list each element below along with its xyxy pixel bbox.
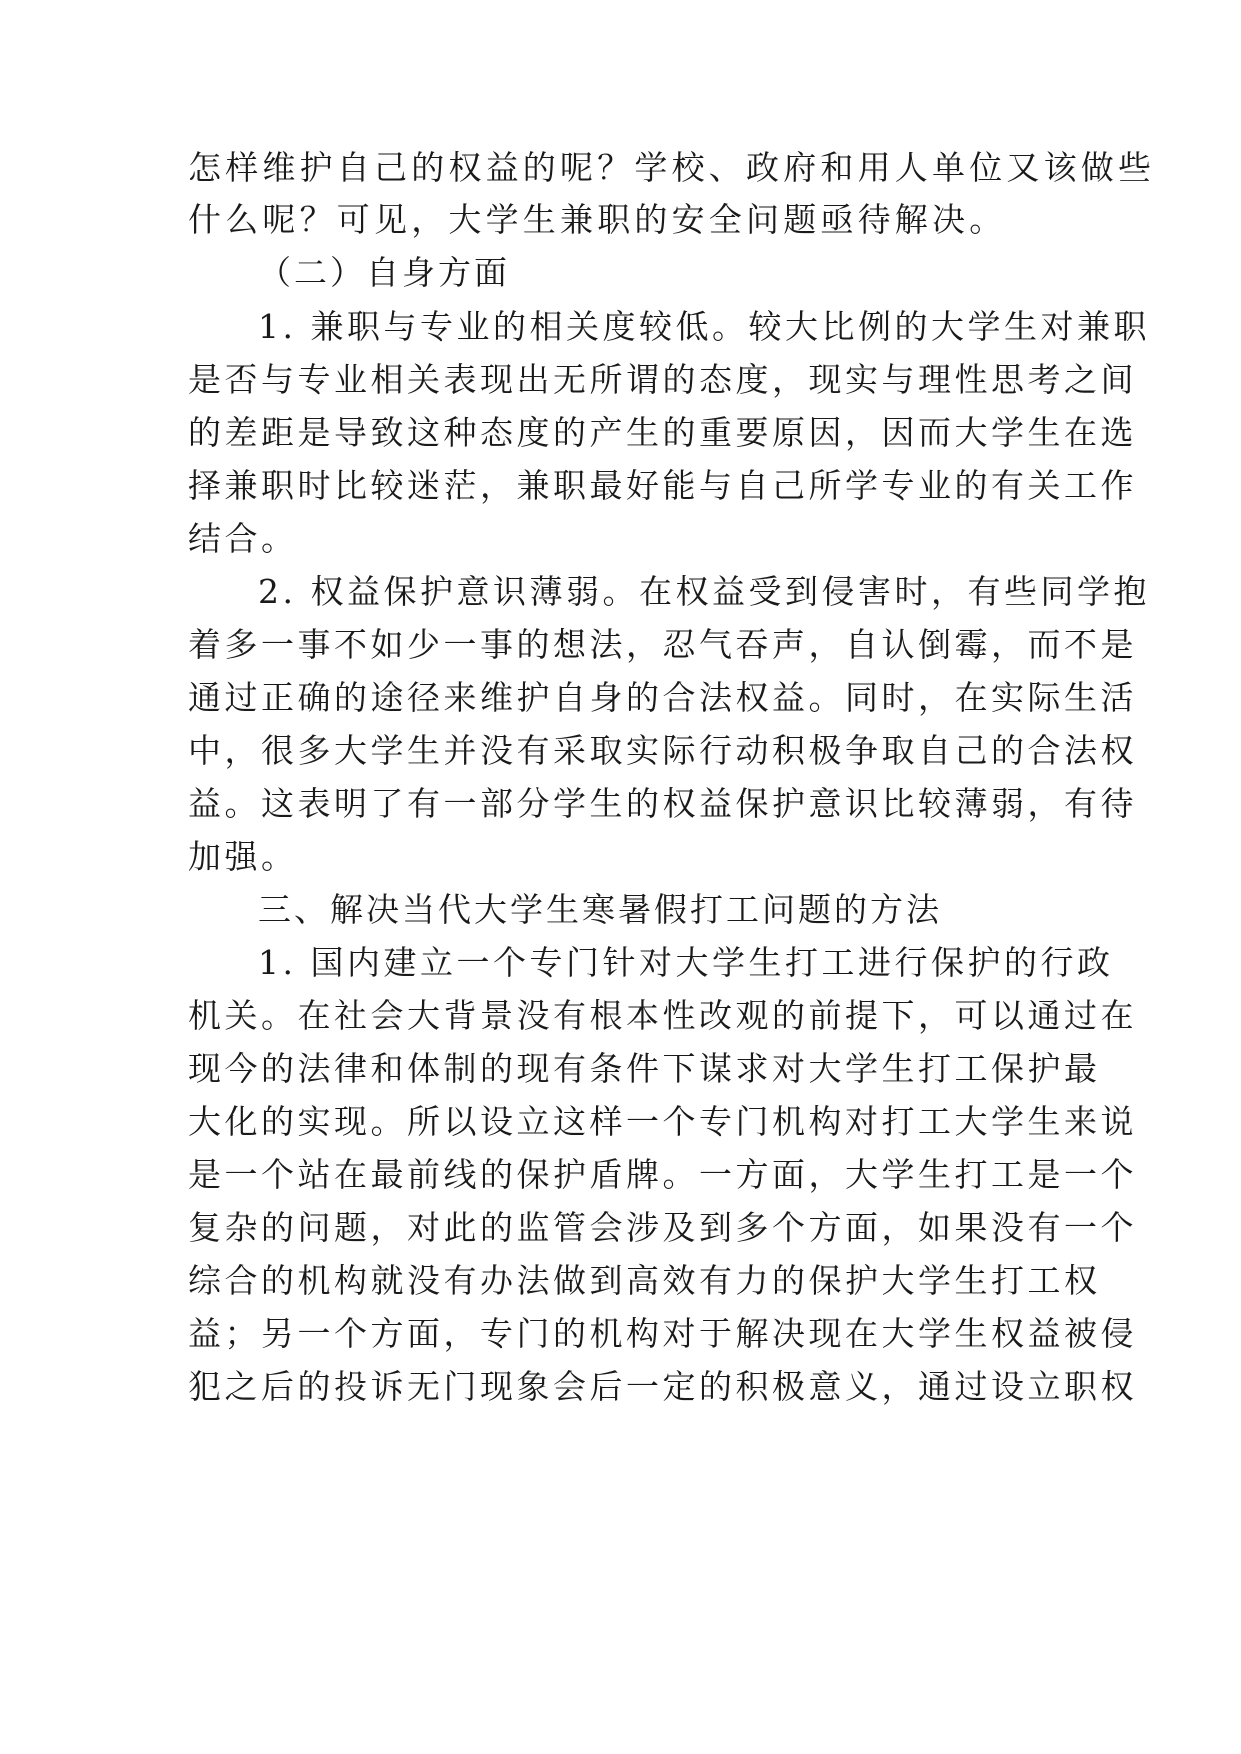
text-line: 的差距是导致这种态度的产生的重要原因，因而大学生在选	[188, 413, 1137, 452]
text-line: 着多一事不如少一事的想法，忍气吞声，自认倒霉，而不是	[188, 625, 1137, 664]
section-heading: 三、解决当代大学生寒暑假打工问题的方法	[258, 890, 942, 929]
text-line: 中，很多大学生并没有采取实际行动积极争取自己的合法权	[188, 731, 1137, 770]
text-line: 结合。	[188, 519, 298, 558]
text-line: 复杂的问题，对此的监管会涉及到多个方面，如果没有一个	[188, 1208, 1137, 1247]
text-line: 通过正确的途径来维护自身的合法权益。同时，在实际生活	[188, 678, 1137, 717]
section-heading: （二）自身方面	[258, 253, 510, 292]
text-line: 益。这表明了有一部分学生的权益保护意识比较薄弱，有待	[188, 784, 1137, 823]
text-line: 机关。在社会大背景没有根本性改观的前提下，可以通过在	[188, 996, 1137, 1035]
text-line: 综合的机构就没有办法做到高效有力的保护大学生打工权	[188, 1261, 1101, 1300]
text-line: 1. 国内建立一个专门针对大学生打工进行保护的行政	[258, 943, 1114, 982]
text-line: 什么呢？可见，大学生兼职的安全问题亟待解决。	[188, 200, 1007, 239]
text-line: 1. 兼职与专业的相关度较低。较大比例的大学生对兼职	[258, 307, 1150, 346]
text-line: 怎样维护自己的权益的呢？学校、政府和用人单位又该做些	[188, 148, 1156, 187]
text-line: 大化的实现。所以设立这样一个专门机构对打工大学生来说	[188, 1102, 1137, 1141]
text-line: 加强。	[188, 837, 298, 876]
text-line: 犯之后的投诉无门现象会后一定的积极意义，通过设立职权	[188, 1367, 1137, 1406]
text-line: 2. 权益保护意识薄弱。在权益受到侵害时，有些同学抱	[258, 572, 1150, 611]
text-line: 是否与专业相关表现出无所谓的态度，现实与理性思考之间	[188, 360, 1137, 399]
text-line: 择兼职时比较迷茫，兼职最好能与自己所学专业的有关工作	[188, 466, 1137, 505]
text-line: 是一个站在最前线的保护盾牌。一方面，大学生打工是一个	[188, 1155, 1137, 1194]
text-line: 现今的法律和体制的现有条件下谋求对大学生打工保护最	[188, 1049, 1101, 1088]
text-line: 益；另一个方面，专门的机构对于解决现在大学生权益被侵	[188, 1314, 1137, 1353]
